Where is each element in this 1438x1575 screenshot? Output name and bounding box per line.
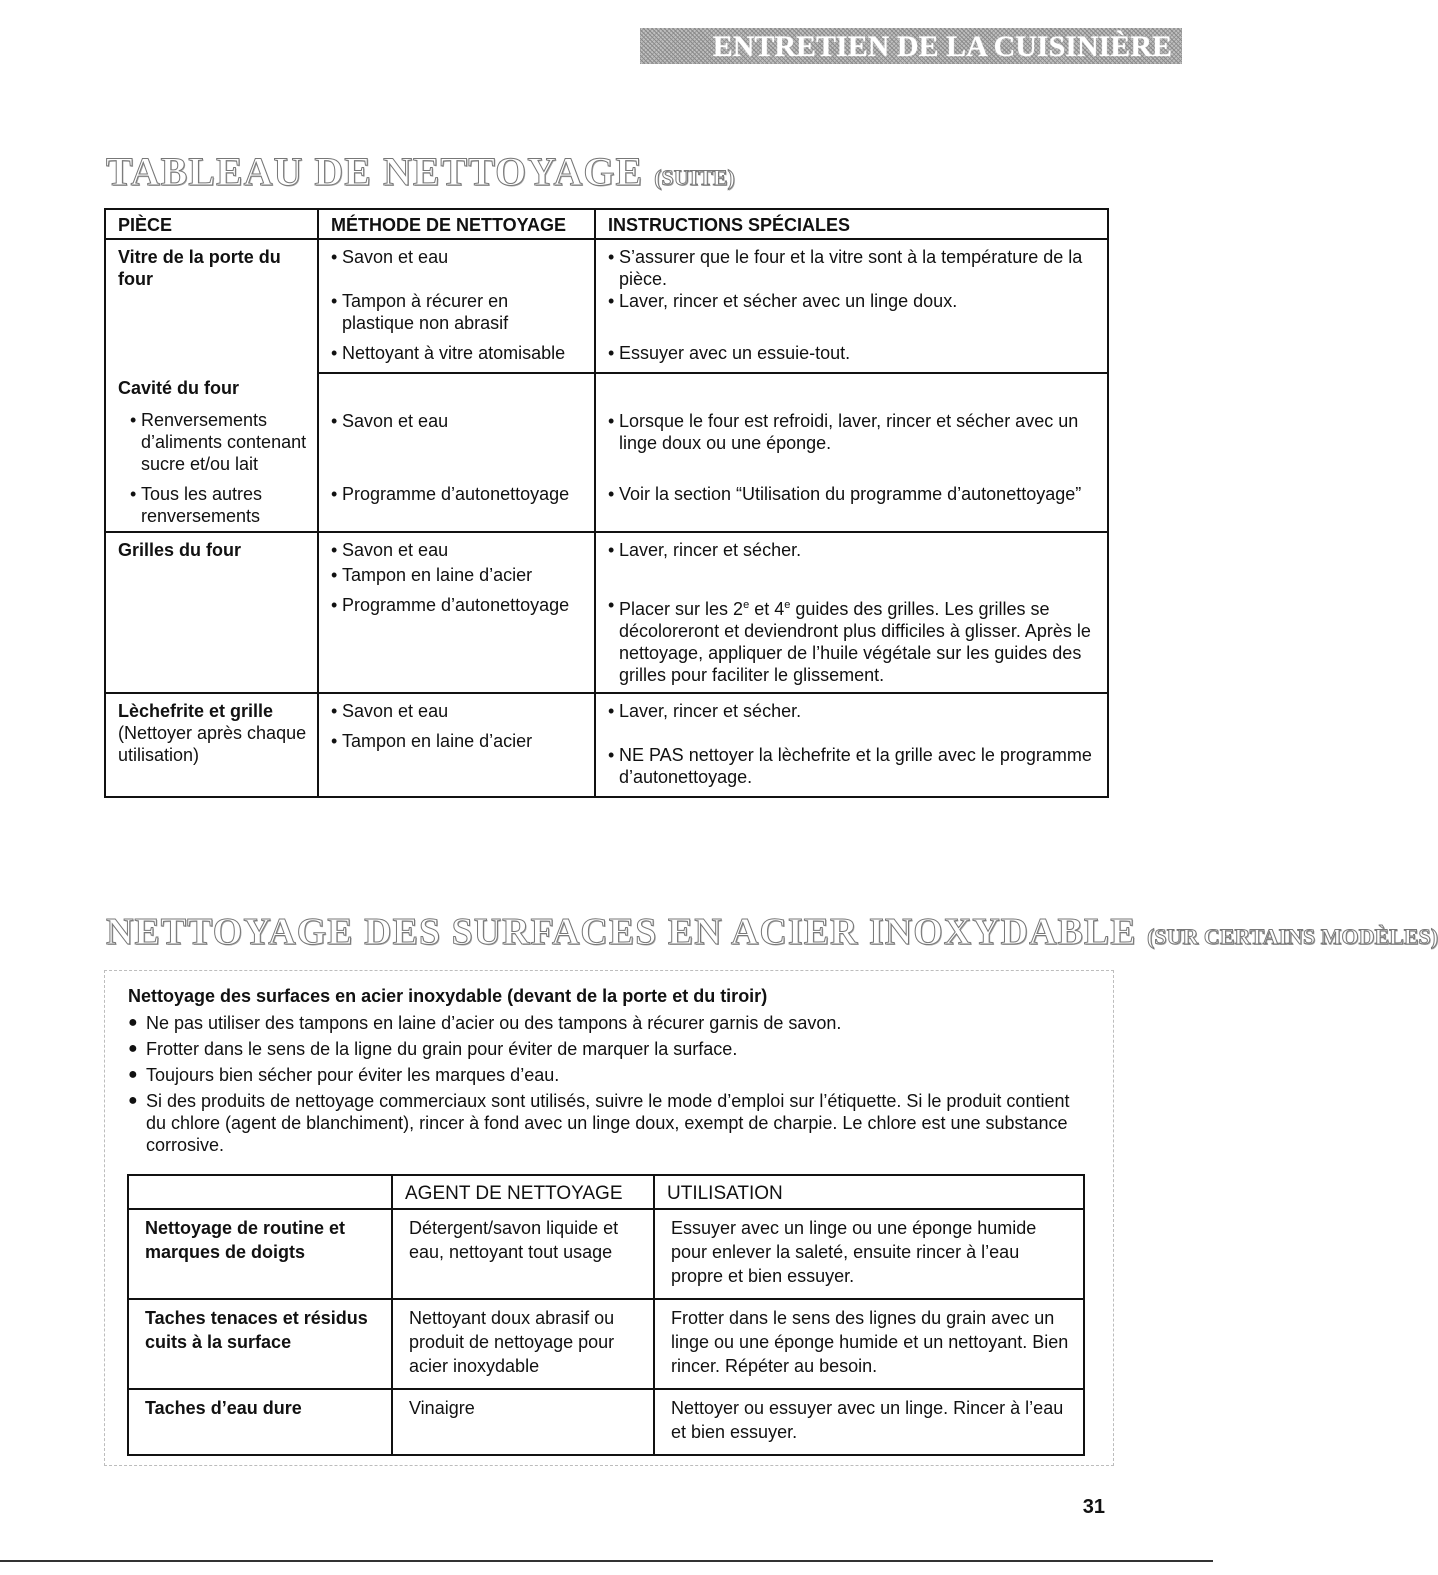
bullet-icon: • [608, 745, 615, 765]
method-cell [318, 239, 595, 290]
agent-cell: Détergent/savon liquide et eau, nettoyant tout usage [392, 1209, 654, 1299]
piece-cell [105, 373, 318, 483]
table-row [128, 1299, 1084, 1389]
table-row [128, 1209, 1084, 1299]
usage-cell: Frotter dans le sens des lignes du grain avec un linge ou une éponge humide et un nettoyant. Bien rincer. Répéter au besoin. [654, 1299, 1084, 1389]
bottom-divider [0, 1560, 1213, 1562]
method-text: Savon et eau [342, 247, 449, 267]
list-item [128, 1090, 1088, 1156]
list-item-text: Toujours bien sécher pour éviter les marques d’eau. [146, 1065, 560, 1085]
header-banner [640, 28, 1182, 64]
piece-note: (Nettoyer après chaque utilisation) [118, 723, 307, 765]
bullet-icon: • [608, 701, 615, 721]
bullet-icon: • [331, 565, 338, 585]
stain-type-cell: Nettoyage de routine et marques de doigts [128, 1209, 392, 1299]
bullet-icon: • [130, 410, 137, 430]
piece-label: Grilles du four [118, 540, 242, 560]
method-text: Savon et eau [342, 411, 449, 431]
instruction-text: Lorsque le four est refroidi, laver, rincer et sécher avec un linge doux ou une éponge. [619, 411, 1079, 453]
bullet-icon: • [331, 484, 338, 504]
instruction-text: Voir la section “Utilisation du programme d’autonettoyage” [619, 484, 1082, 504]
column-header-empty [128, 1175, 392, 1209]
usage-cell: Essuyer avec un linge ou une éponge humide pour enlever la saleté, ensuite rincer à l’eau propre et bien essuyer. [654, 1209, 1084, 1299]
bullet-icon: • [608, 484, 615, 504]
header-banner-text: ENTRETIEN DE LA CUISINIÈRE [712, 30, 1172, 63]
section-title-suffix: (SUR CERTAINS MODÈLES) [1147, 924, 1438, 949]
instruction-text: Laver, rincer et sécher. [619, 701, 802, 721]
table-row [105, 373, 1108, 483]
piece-cell [105, 532, 318, 693]
section-title-text: TABLEAU DE NETTOYAGE [106, 149, 644, 194]
list-item [128, 1012, 1088, 1034]
bullet-icon: • [608, 291, 615, 311]
instruction-cell [595, 373, 1108, 483]
stainless-bullet-list [128, 1012, 1088, 1160]
table-row [105, 532, 1108, 693]
table-row [128, 1389, 1084, 1455]
cleaning-chart-table [104, 208, 1109, 798]
method-cell [318, 532, 595, 693]
piece-cell [105, 693, 318, 797]
bullet-dot-icon: ● [128, 1014, 138, 1031]
section-title-cleaning-chart [106, 148, 735, 195]
piece-label: Lèchefrite et grille [118, 701, 274, 721]
list-item [128, 1064, 1088, 1086]
bullet-dot-icon: ● [128, 1066, 138, 1083]
piece-label: Cavité du four [118, 378, 240, 398]
instruction-cell [595, 532, 1108, 693]
agent-cell: Nettoyant doux abrasif ou produit de nettoyage pour acier inoxydable [392, 1299, 654, 1389]
bullet-icon: • [608, 247, 615, 267]
bullet-icon: • [331, 540, 338, 560]
bullet-dot-icon: ● [128, 1040, 138, 1057]
piece-cell [105, 483, 318, 532]
column-header-usage: UTILISATION [654, 1175, 1084, 1209]
list-item-text: Si des produits de nettoyage commerciaux sont utilisés, suivre le mode d’emploi sur l’étiquette. Si le produit contient du chlore (agent de blanchiment), rincer à fond avec un linge doux, exempt de charpie. Le chlore est une substance corrosive. [146, 1091, 1070, 1155]
stain-type-cell: Taches tenaces et résidus cuits à la surface [128, 1299, 392, 1389]
method-cell [318, 373, 595, 483]
column-header-agent: AGENT DE NETTOYAGE [392, 1175, 654, 1209]
instruction-cell [595, 342, 1108, 373]
column-header-piece: PIÈCE [105, 209, 318, 239]
bullet-icon: • [331, 731, 338, 751]
method-text: Tampon en laine d’acier [342, 731, 533, 751]
bullet-icon: • [331, 411, 338, 431]
table-header-row [105, 209, 1108, 239]
method-cell [318, 483, 595, 532]
bullet-icon: • [130, 484, 137, 504]
instruction-text: NE PAS nettoyer la lèchefrite et la grille avec le programme d’autonettoyage. [619, 745, 1092, 787]
instruction-text: Laver, rincer et sécher avec un linge doux. [619, 291, 958, 311]
instruction-text: Laver, rincer et sécher. [619, 540, 802, 560]
instruction-cell [595, 483, 1108, 532]
piece-sub-label: Tous les autres renversements [141, 484, 263, 526]
bullet-icon: • [608, 343, 615, 363]
table-row [105, 239, 1108, 290]
page-number: 31 [1082, 1496, 1105, 1518]
piece-cell [105, 239, 318, 373]
stainless-heading: Nettoyage des surfaces en acier inoxydable (devant de la porte et du tiroir) [128, 986, 768, 1006]
instruction-text: Placer sur les 2e et 4e guides des grilles. Les grilles se décoloreront et deviendront plus difficiles à glisser. Après le nettoyage, appliquer de l’huile végétale sur les guides des grilles pour faciliter le glissement. [619, 599, 1091, 685]
agent-cell: Vinaigre [392, 1389, 654, 1455]
column-header-method: MÉTHODE DE NETTOYAGE [318, 209, 595, 239]
section-title-text: NETTOYAGE DES SURFACES EN ACIER INOXYDABLE [106, 911, 1137, 953]
section-title-suffix: (SUITE) [654, 165, 735, 190]
bullet-icon: • [331, 343, 338, 363]
bullet-icon: • [608, 411, 615, 431]
method-text: Programme d’autonettoyage [342, 595, 570, 615]
list-item-text: Ne pas utiliser des tampons en laine d’acier ou des tampons à récurer garnis de savon. [146, 1013, 842, 1033]
instruction-text: S’assurer que le four et la vitre sont à la température de la pièce. [619, 247, 1083, 289]
bullet-icon: • [608, 595, 615, 615]
instruction-text: Essuyer avec un essuie-tout. [619, 343, 851, 363]
bullet-icon: • [608, 540, 615, 560]
method-text: Savon et eau [342, 540, 449, 560]
method-text: Tampon en laine d’acier [342, 565, 533, 585]
bullet-icon: • [331, 701, 338, 721]
piece-sub-label: Renversements d’aliments contenant sucre et/ou lait [141, 410, 307, 474]
table-row [105, 693, 1108, 797]
piece-label: Vitre de la porte du four [118, 247, 281, 289]
bullet-icon: • [331, 291, 338, 311]
bullet-icon: • [331, 595, 338, 615]
bullet-dot-icon: ● [128, 1092, 138, 1109]
list-item [128, 1038, 1088, 1060]
bullet-icon: • [331, 247, 338, 267]
section-title-stainless [106, 910, 1438, 954]
method-text: Programme d’autonettoyage [342, 484, 570, 504]
list-item-text: Frotter dans le sens de la ligne du grain pour éviter de marquer la surface. [146, 1039, 738, 1059]
table-row [105, 483, 1108, 532]
table-header-row [128, 1175, 1084, 1209]
stain-type-cell: Taches d’eau dure [128, 1389, 392, 1455]
method-cell [318, 342, 595, 373]
method-text: Tampon à récurer en plastique non abrasif [342, 291, 509, 333]
instruction-cell [595, 239, 1108, 290]
usage-cell: Nettoyer ou essuyer avec un linge. Rincer à l’eau et bien essuyer. [654, 1389, 1084, 1455]
stainless-cleaning-table [127, 1174, 1085, 1456]
column-header-instructions: INSTRUCTIONS SPÉCIALES [595, 209, 1108, 239]
method-cell [318, 290, 595, 342]
method-text: Savon et eau [342, 701, 449, 721]
instruction-cell [595, 693, 1108, 797]
method-text: Nettoyant à vitre atomisable [342, 343, 566, 363]
instruction-cell [595, 290, 1108, 342]
method-cell [318, 693, 595, 797]
